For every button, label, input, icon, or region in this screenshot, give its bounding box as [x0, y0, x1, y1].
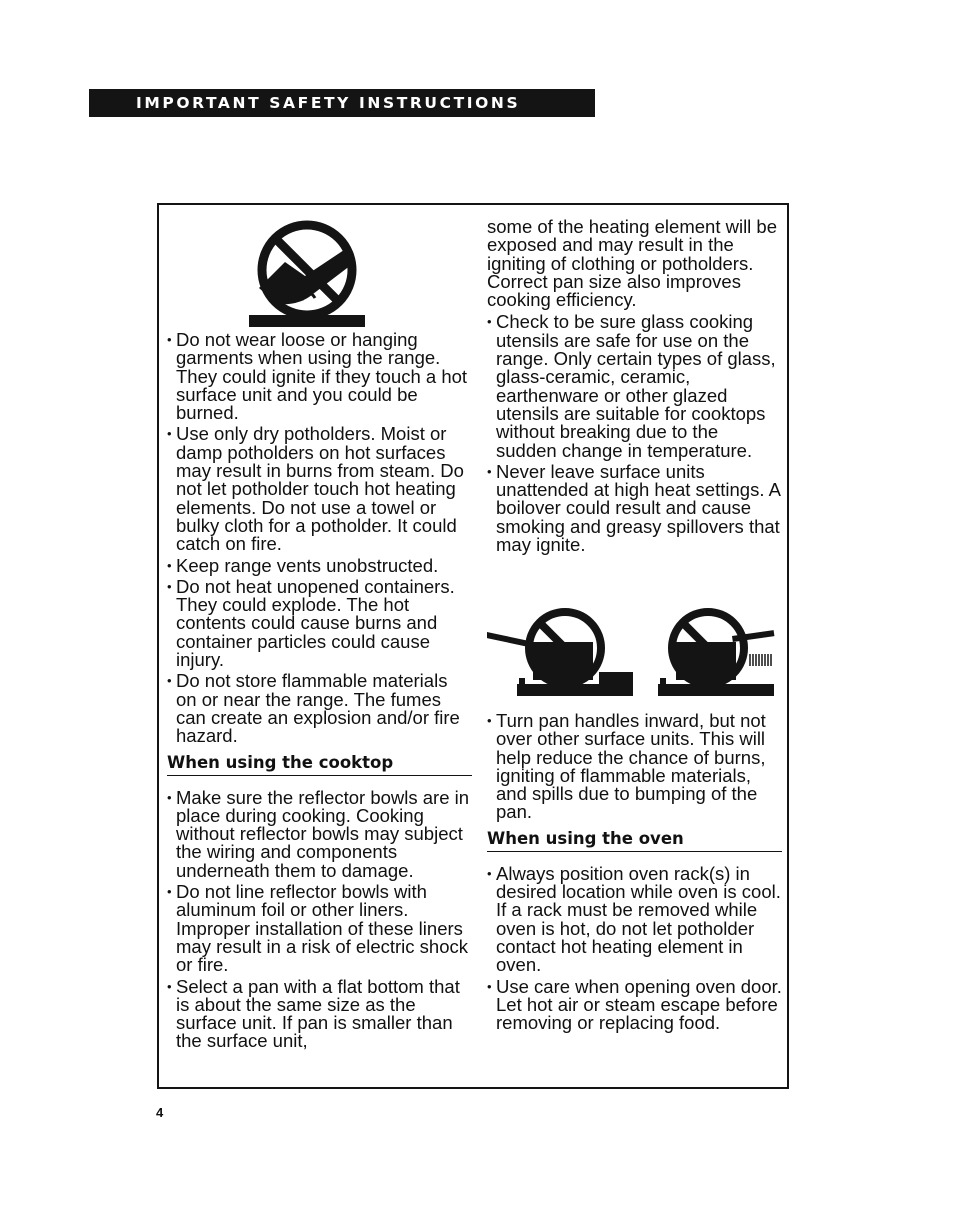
section-heading-oven: When using the oven	[487, 829, 782, 852]
bullet-item: • Turn pan handles inward, but not over other surface units. This will help reduce the chance of burns, igniting of flammable materials, and spills due to bumping of the pan.	[487, 712, 782, 822]
page-number: 4	[156, 1105, 164, 1120]
bullet-item: • Select a pan with a flat bottom that is about the same size as the surface unit. If pan is smaller than the surface unit,	[167, 978, 472, 1051]
bullet-item: • Do not store flammable materials on or near the range. The fumes can create an explosion and/or fire hazard.	[167, 672, 472, 745]
bullet-item: • Always position oven rack(s) in desired location while oven is cool. If a rack must be removed while oven is hot, do not let potholder contact hot heating element in oven.	[487, 865, 782, 975]
bullet-item: • Do not wear loose or hanging garments when using the range. They could ignite if they touch a hot surface unit and you could be burned.	[167, 331, 472, 422]
section-heading-cooktop: When using the cooktop	[167, 753, 472, 776]
right-column-top	[487, 218, 782, 557]
bullet-item: • Do not line reflector bowls with aluminum foil or other liners. Improper installation of these liners may result in a risk of electric shock or fire.	[167, 883, 472, 974]
bullet-item: • Keep range vents unobstructed.	[167, 557, 472, 575]
no-handle-over-burner-icon	[487, 606, 637, 698]
continuation-text: some of the heating element will be exposed and may result in the igniting of clothing or potholders. Correct pan size also improves cooking efficiency.	[487, 216, 778, 311]
right-column-bottom	[487, 712, 782, 1035]
bullet-item: • Use only dry potholders. Moist or damp potholders on hot surfaces may result in burns from steam. Do not let potholder touch hot heating elements. Do not use a towel or bulky cloth for a potholder. It could catch on fire.	[167, 425, 472, 553]
bullet-item: • Check to be sure glass cooking utensils are safe for use on the range. Only certain types of glass, glass-ceramic, ceramic, earthenware or other glazed utensils are suitable for cooktops without breaking due to the sudden change in temperature.	[487, 313, 782, 459]
no-loose-clothing-icon	[247, 218, 367, 330]
bullet-item: • Do not heat unopened containers. They could explode. The hot contents could cause burns and container particles could cause injury.	[167, 578, 472, 669]
no-handle-over-element-icon	[654, 606, 778, 698]
bullet-item: • Make sure the reflector bowls are in place during cooking. Cooking without reflector bowls may subject the wiring and components underneath them to damage.	[167, 789, 472, 880]
safety-banner: IMPORTANT SAFETY INSTRUCTIONS	[89, 89, 595, 117]
left-column	[167, 331, 472, 1054]
bullet-item: • Never leave surface units unattended at high heat settings. A boilover could result and cause smoking and greasy spillovers that may ignite.	[487, 463, 782, 554]
bullet-item: • Use care when opening oven door. Let hot air or steam escape before removing or replacing food.	[487, 978, 782, 1033]
